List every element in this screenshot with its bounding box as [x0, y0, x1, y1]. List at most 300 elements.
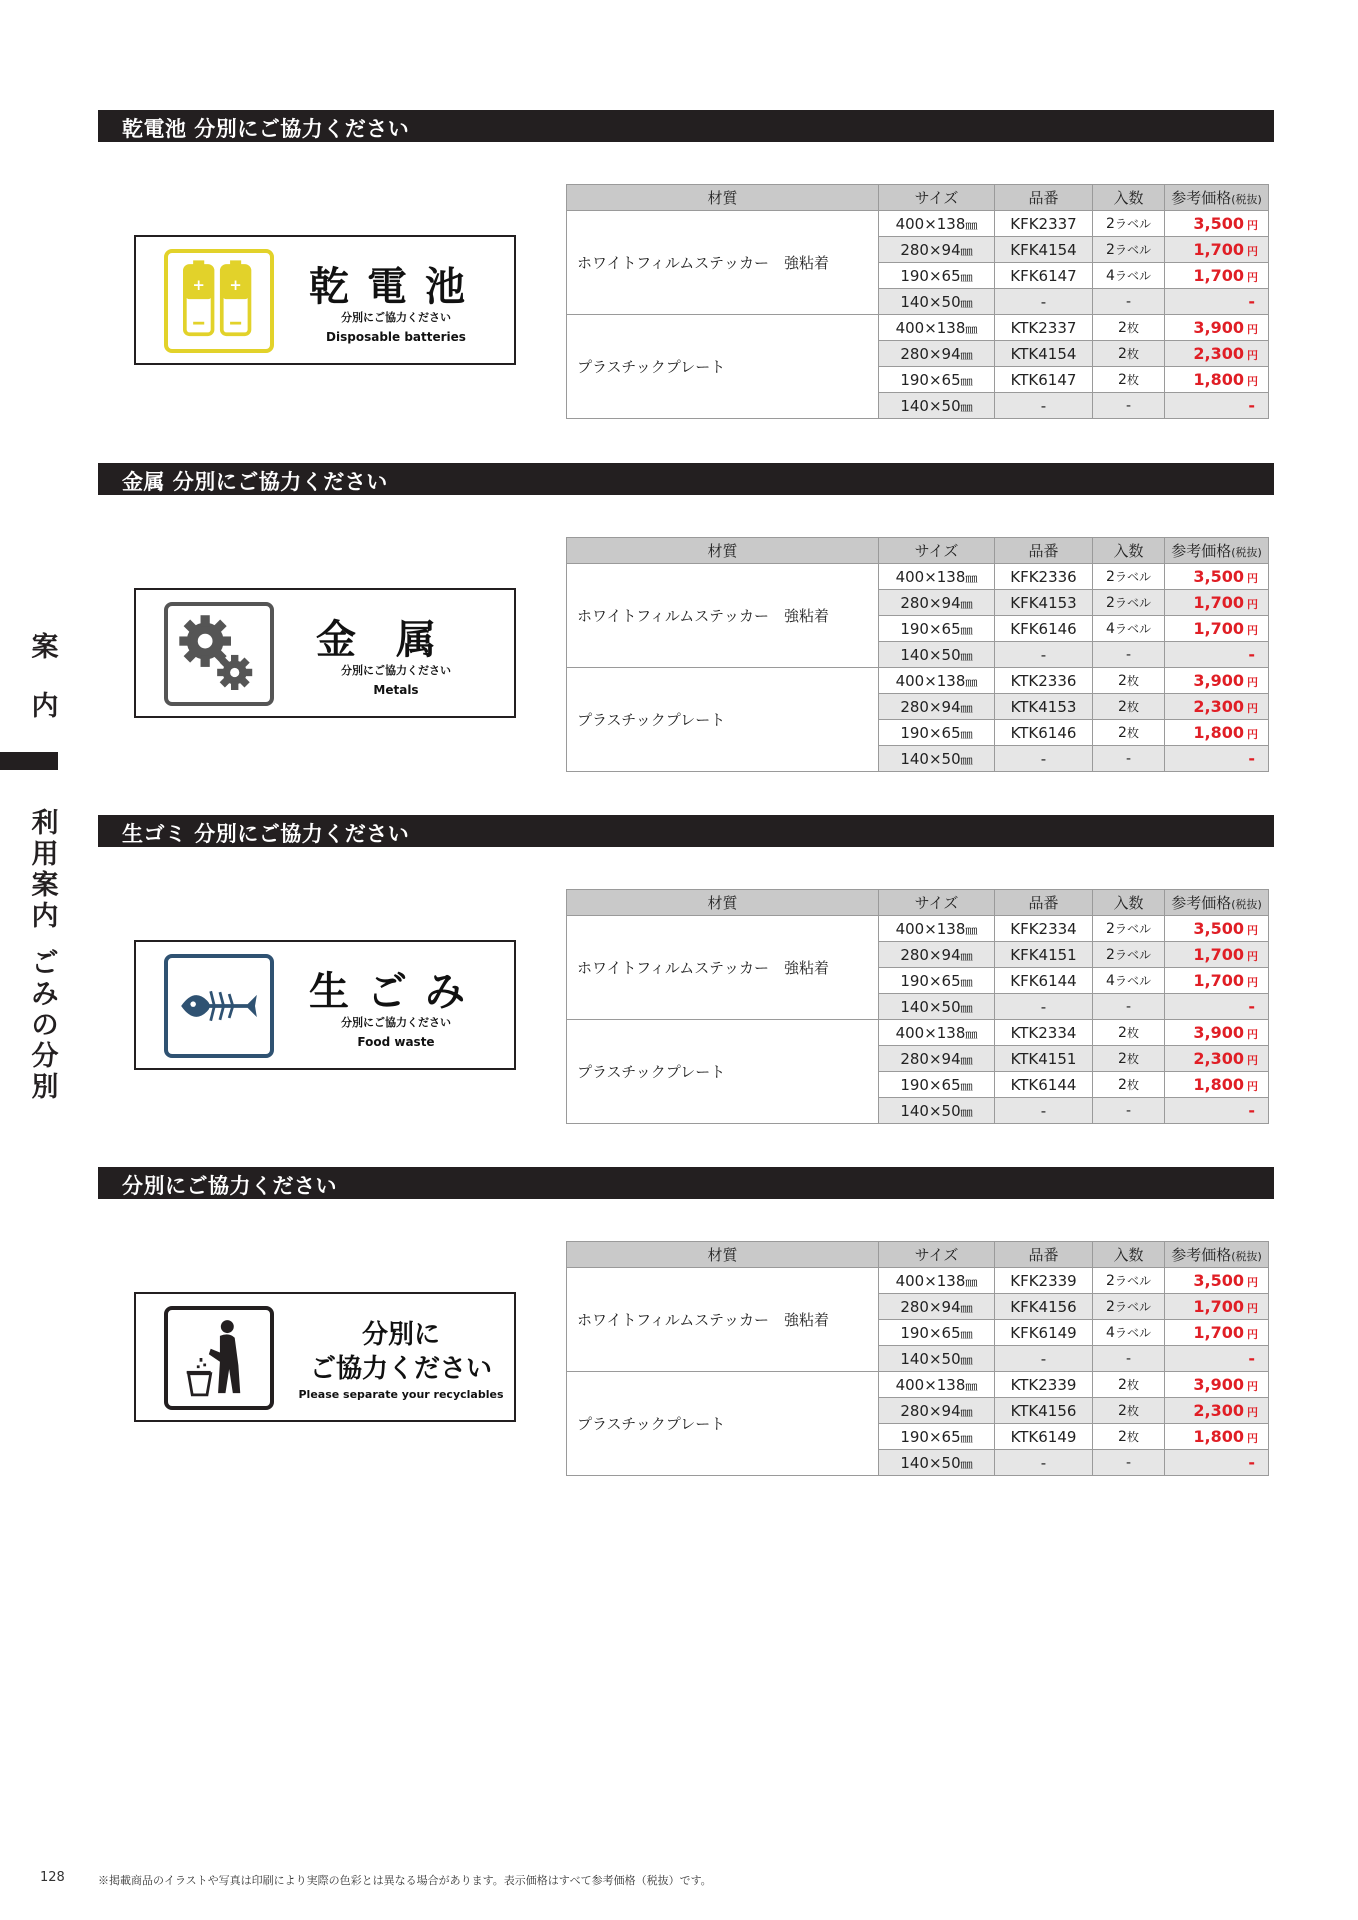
spec-table — [566, 537, 1269, 772]
size-cell — [879, 1372, 995, 1398]
size-unit: ㎜ — [960, 1404, 973, 1419]
side-label-upper: 案 内 — [31, 632, 59, 722]
price-cell — [1165, 746, 1269, 772]
table-row — [567, 315, 1269, 341]
price-value: 1,700 — [1193, 1323, 1244, 1342]
size-unit: ㎜ — [960, 399, 973, 414]
price-cell — [1165, 263, 1269, 289]
product-code: KFK6147 — [1010, 266, 1077, 285]
yen-unit: 円 — [1247, 245, 1258, 258]
qty-value: 2 — [1106, 569, 1115, 585]
size-unit: ㎜ — [960, 1326, 973, 1341]
product-code: KFK4156 — [1010, 1297, 1077, 1316]
product-code: KTK2336 — [1010, 671, 1077, 690]
price-cell — [1165, 289, 1269, 315]
table-header-row — [567, 538, 1269, 564]
price-cell — [1165, 968, 1269, 994]
qty-value: 2 — [1118, 1429, 1127, 1445]
qty-value: 2 — [1118, 1077, 1127, 1093]
header-price: 参考価格(税抜) — [1165, 538, 1269, 564]
yen-unit: 円 — [1247, 1328, 1258, 1341]
product-code: KTK6149 — [1010, 1427, 1077, 1446]
price-value: 1,700 — [1193, 266, 1244, 285]
qty-unit: ラベル — [1114, 1274, 1151, 1288]
size-value: 140×50 — [900, 645, 961, 664]
size-unit: ㎜ — [960, 752, 973, 767]
price-cell — [1165, 590, 1269, 616]
sign-title-line2: ご協力ください — [309, 1354, 492, 1384]
price-cell — [1165, 668, 1269, 694]
code-cell — [995, 393, 1093, 419]
price-value: 3,500 — [1193, 567, 1244, 586]
size-unit: ㎜ — [960, 295, 973, 310]
price-value: 2,300 — [1193, 697, 1244, 716]
header-size: サイズ — [879, 890, 995, 916]
code-cell — [995, 367, 1093, 393]
code-cell — [995, 1424, 1093, 1450]
product-code: KTK2334 — [1010, 1023, 1077, 1042]
code-cell — [995, 668, 1093, 694]
material-cell: プラスチックプレート — [567, 668, 879, 772]
qty-cell — [1093, 289, 1165, 315]
size-unit: ㎜ — [960, 648, 973, 663]
product-code: - — [1040, 1349, 1047, 1368]
yen-unit: 円 — [1247, 271, 1258, 284]
size-value: 190×65 — [900, 619, 961, 638]
price-value: - — [1248, 749, 1255, 768]
qty-unit: 枚 — [1126, 1404, 1139, 1418]
size-cell — [879, 564, 995, 590]
price-cell — [1165, 1072, 1269, 1098]
qty-cell — [1093, 590, 1165, 616]
qty-cell — [1093, 616, 1165, 642]
header-qty: 入数 — [1093, 538, 1165, 564]
sign-title: 金属 — [316, 617, 476, 663]
qty-value: 2 — [1118, 699, 1127, 715]
price-cell — [1165, 393, 1269, 419]
size-value: 280×94 — [900, 1297, 961, 1316]
size-unit: ㎜ — [965, 1274, 978, 1289]
code-cell — [995, 1268, 1093, 1294]
product-code: - — [1040, 645, 1047, 664]
code-cell — [995, 1072, 1093, 1098]
qty-cell — [1093, 720, 1165, 746]
section-header-bar — [98, 463, 1274, 495]
price-cell — [1165, 720, 1269, 746]
code-cell — [995, 694, 1093, 720]
spec-table — [566, 184, 1269, 419]
qty-cell — [1093, 968, 1165, 994]
price-cell — [1165, 1346, 1269, 1372]
yen-unit: 円 — [1247, 976, 1258, 989]
size-unit: ㎜ — [960, 948, 973, 963]
svg-text:+: + — [229, 276, 242, 294]
section-separate-general — [0, 1167, 1358, 1507]
price-cell — [1165, 916, 1269, 942]
code-cell — [995, 1320, 1093, 1346]
product-code: - — [1040, 1101, 1047, 1120]
size-cell — [879, 1398, 995, 1424]
qty-value: 2 — [1106, 947, 1115, 963]
section-title: 分別にご協力ください — [122, 1174, 337, 1198]
price-value: - — [1248, 1101, 1255, 1120]
price-value: - — [1248, 292, 1255, 311]
size-unit: ㎜ — [965, 1378, 978, 1393]
size-cell — [879, 1320, 995, 1346]
qty-value: 2 — [1106, 242, 1115, 258]
qty-value: 2 — [1118, 725, 1127, 741]
material-cell: プラスチックプレート — [567, 1372, 879, 1476]
price-value: - — [1248, 645, 1255, 664]
material-cell: プラスチックプレート — [567, 315, 879, 419]
qty-unit: 枚 — [1126, 1026, 1139, 1040]
size-unit: ㎜ — [960, 974, 973, 989]
price-cell — [1165, 942, 1269, 968]
side-label-lower: 利 用 案 内 ご み の 分 別 — [31, 808, 59, 1103]
qty-value: 2 — [1118, 1377, 1127, 1393]
product-code: KTK6144 — [1010, 1075, 1077, 1094]
product-code: - — [1040, 749, 1047, 768]
sign-preview — [134, 940, 516, 1070]
sign-title: 生ごみ — [309, 969, 483, 1015]
qty-cell — [1093, 393, 1165, 419]
size-cell — [879, 642, 995, 668]
sign-preview — [134, 1292, 516, 1422]
price-value: 2,300 — [1193, 344, 1244, 363]
table-row — [567, 564, 1269, 590]
code-cell — [995, 994, 1093, 1020]
section-header-bar — [98, 110, 1274, 142]
qty-value: 2 — [1118, 1025, 1127, 1041]
qty-unit: 枚 — [1126, 1078, 1139, 1092]
code-cell — [995, 1046, 1093, 1072]
qty-value: - — [1125, 1350, 1132, 1367]
table-row — [567, 668, 1269, 694]
sign-subtitle: 分別にご協力ください — [341, 664, 451, 677]
header-size: サイズ — [879, 185, 995, 211]
product-code: - — [1040, 396, 1047, 415]
price-cell — [1165, 237, 1269, 263]
size-cell — [879, 1046, 995, 1072]
qty-unit: ラベル — [1114, 622, 1151, 636]
qty-value: 4 — [1106, 621, 1115, 637]
product-code: KTK6147 — [1010, 370, 1077, 389]
qty-value: 2 — [1106, 1299, 1115, 1315]
qty-cell — [1093, 916, 1165, 942]
code-cell — [995, 1294, 1093, 1320]
qty-value: 2 — [1118, 320, 1127, 336]
price-cell — [1165, 1294, 1269, 1320]
size-value: 280×94 — [900, 593, 961, 612]
qty-cell — [1093, 211, 1165, 237]
size-value: 400×138 — [895, 1375, 966, 1394]
qty-cell — [1093, 1450, 1165, 1476]
qty-unit: 枚 — [1126, 321, 1139, 335]
section-metals — [0, 463, 1358, 803]
code-cell — [995, 341, 1093, 367]
spec-table — [566, 1241, 1269, 1476]
price-cell — [1165, 1424, 1269, 1450]
size-unit: ㎜ — [960, 373, 973, 388]
price-value: - — [1248, 1453, 1255, 1472]
code-cell — [995, 968, 1093, 994]
size-value: 140×50 — [900, 1349, 961, 1368]
qty-value: 2 — [1106, 1273, 1115, 1289]
qty-cell — [1093, 367, 1165, 393]
size-unit: ㎜ — [960, 243, 973, 258]
qty-value: 4 — [1106, 973, 1115, 989]
qty-unit: ラベル — [1114, 596, 1151, 610]
price-value: 3,500 — [1193, 919, 1244, 938]
size-unit: ㎜ — [960, 700, 973, 715]
yen-unit: 円 — [1247, 1028, 1258, 1041]
product-code: - — [1040, 997, 1047, 1016]
qty-cell — [1093, 694, 1165, 720]
section-food-waste — [0, 815, 1358, 1155]
qty-unit: 枚 — [1126, 674, 1139, 688]
price-cell — [1165, 642, 1269, 668]
section-title: 乾電池 分別にご協力ください — [122, 117, 410, 141]
size-unit: ㎜ — [965, 570, 978, 585]
qty-unit: ラベル — [1114, 1326, 1151, 1340]
product-code: KTK6146 — [1010, 723, 1077, 742]
size-unit: ㎜ — [965, 321, 978, 336]
product-code: KTK4151 — [1010, 1049, 1077, 1068]
price-value: - — [1248, 997, 1255, 1016]
price-cell — [1165, 1098, 1269, 1124]
footnote: ※掲載商品のイラストや写真は印刷により実際の色彩とは異なる場合があります。表示価格はすべて参考価格（税抜）です。 — [98, 1874, 712, 1887]
yen-unit: 円 — [1247, 1080, 1258, 1093]
product-code: KFK4153 — [1010, 593, 1077, 612]
table-row — [567, 211, 1269, 237]
size-cell — [879, 1072, 995, 1098]
size-unit: ㎜ — [960, 269, 973, 284]
qty-unit: 枚 — [1126, 1378, 1139, 1392]
price-cell — [1165, 694, 1269, 720]
price-cell — [1165, 994, 1269, 1020]
size-value: 280×94 — [900, 344, 961, 363]
price-cell — [1165, 1398, 1269, 1424]
code-cell — [995, 1346, 1093, 1372]
sign-subtitle: 分別にご協力ください — [341, 311, 451, 324]
qty-unit: 枚 — [1126, 347, 1139, 361]
table-row — [567, 916, 1269, 942]
sign-english: Disposable batteries — [326, 330, 466, 344]
price-cell — [1165, 616, 1269, 642]
product-code: KFK2334 — [1010, 919, 1077, 938]
yen-unit: 円 — [1247, 219, 1258, 232]
size-value: 400×138 — [895, 318, 966, 337]
header-code: 品番 — [995, 185, 1093, 211]
price-value: 2,300 — [1193, 1401, 1244, 1420]
qty-cell — [1093, 668, 1165, 694]
qty-value: 2 — [1106, 595, 1115, 611]
code-cell — [995, 564, 1093, 590]
size-value: 140×50 — [900, 749, 961, 768]
header-price: 参考価格(税抜) — [1165, 890, 1269, 916]
qty-value: 4 — [1106, 268, 1115, 284]
qty-unit: ラベル — [1114, 269, 1151, 283]
qty-value: - — [1125, 646, 1132, 663]
size-unit: ㎜ — [965, 922, 978, 937]
section-title: 生ゴミ 分別にご協力ください — [122, 822, 410, 846]
size-cell — [879, 746, 995, 772]
qty-cell — [1093, 1046, 1165, 1072]
price-value: - — [1248, 1349, 1255, 1368]
size-cell — [879, 1020, 995, 1046]
price-cell — [1165, 564, 1269, 590]
yen-unit: 円 — [1247, 1054, 1258, 1067]
qty-unit: ラベル — [1114, 1300, 1151, 1314]
qty-cell — [1093, 341, 1165, 367]
qty-value: 2 — [1118, 673, 1127, 689]
gears-icon — [164, 602, 274, 706]
table-header-row — [567, 890, 1269, 916]
price-value: 3,500 — [1193, 214, 1244, 233]
yen-unit: 円 — [1247, 1380, 1258, 1393]
table-row — [567, 1372, 1269, 1398]
qty-cell — [1093, 237, 1165, 263]
size-cell — [879, 1450, 995, 1476]
price-value: 3,900 — [1193, 1023, 1244, 1042]
header-price: 参考価格(税抜) — [1165, 1242, 1269, 1268]
qty-value: 4 — [1106, 1325, 1115, 1341]
size-value: 190×65 — [900, 1323, 961, 1342]
price-cell — [1165, 1020, 1269, 1046]
size-cell — [879, 289, 995, 315]
size-value: 140×50 — [900, 396, 961, 415]
sign-english: Please separate your recyclables — [298, 1388, 504, 1401]
fish-bone-icon — [164, 954, 274, 1058]
size-unit: ㎜ — [965, 217, 978, 232]
size-value: 190×65 — [900, 370, 961, 389]
header-size: サイズ — [879, 1242, 995, 1268]
price-value: 2,300 — [1193, 1049, 1244, 1068]
qty-unit: 枚 — [1126, 1430, 1139, 1444]
qty-cell — [1093, 1424, 1165, 1450]
qty-cell — [1093, 1294, 1165, 1320]
product-code: KFK4154 — [1010, 240, 1077, 259]
product-code: KFK6144 — [1010, 971, 1077, 990]
price-value: 1,800 — [1193, 370, 1244, 389]
qty-unit: ラベル — [1114, 570, 1151, 584]
size-value: 280×94 — [900, 240, 961, 259]
size-value: 190×65 — [900, 723, 961, 742]
size-unit: ㎜ — [960, 1352, 973, 1367]
size-unit: ㎜ — [960, 1000, 973, 1015]
qty-value: - — [1125, 1454, 1132, 1471]
size-value: 190×65 — [900, 1075, 961, 1094]
code-cell — [995, 590, 1093, 616]
size-value: 190×65 — [900, 266, 961, 285]
code-cell — [995, 263, 1093, 289]
header-material: 材質 — [567, 185, 879, 211]
product-code: KFK6146 — [1010, 619, 1077, 638]
sign-title: 乾電池 — [309, 264, 483, 310]
qty-cell — [1093, 642, 1165, 668]
yen-unit: 円 — [1247, 598, 1258, 611]
size-unit: ㎜ — [960, 1052, 973, 1067]
page-number: 128 — [40, 1870, 65, 1885]
code-cell — [995, 642, 1093, 668]
yen-unit: 円 — [1247, 1432, 1258, 1445]
qty-unit: ラベル — [1114, 922, 1151, 936]
qty-cell — [1093, 1346, 1165, 1372]
price-value: 3,500 — [1193, 1271, 1244, 1290]
price-value: 1,800 — [1193, 1075, 1244, 1094]
yen-unit: 円 — [1247, 624, 1258, 637]
qty-value: 2 — [1118, 372, 1127, 388]
size-value: 400×138 — [895, 214, 966, 233]
qty-value: 2 — [1118, 1051, 1127, 1067]
size-cell — [879, 263, 995, 289]
qty-value: - — [1125, 293, 1132, 310]
size-cell — [879, 211, 995, 237]
material-cell: プラスチックプレート — [567, 1020, 879, 1124]
product-code: KTK2337 — [1010, 318, 1077, 337]
table-row — [567, 1020, 1269, 1046]
size-value: 280×94 — [900, 1401, 961, 1420]
qty-unit: ラベル — [1114, 948, 1151, 962]
price-value: 1,700 — [1193, 619, 1244, 638]
price-value: 3,900 — [1193, 1375, 1244, 1394]
price-value: 1,700 — [1193, 1297, 1244, 1316]
code-cell — [995, 720, 1093, 746]
size-cell — [879, 341, 995, 367]
yen-unit: 円 — [1247, 1406, 1258, 1419]
price-cell — [1165, 367, 1269, 393]
code-cell — [995, 237, 1093, 263]
material-cell: ホワイトフィルムステッカー 強粘着 — [567, 564, 879, 668]
code-cell — [995, 289, 1093, 315]
product-code: KFK2339 — [1010, 1271, 1077, 1290]
size-cell — [879, 616, 995, 642]
price-value: 1,800 — [1193, 1427, 1244, 1446]
price-value: - — [1248, 396, 1255, 415]
price-value: 1,700 — [1193, 240, 1244, 259]
code-cell — [995, 616, 1093, 642]
qty-cell — [1093, 1372, 1165, 1398]
battery-icon — [164, 249, 274, 353]
header-qty: 入数 — [1093, 1242, 1165, 1268]
yen-unit: 円 — [1247, 572, 1258, 585]
yen-unit: 円 — [1247, 1276, 1258, 1289]
material-cell: ホワイトフィルムステッカー 強粘着 — [567, 211, 879, 315]
qty-unit: 枚 — [1126, 1052, 1139, 1066]
qty-cell — [1093, 1098, 1165, 1124]
code-cell — [995, 942, 1093, 968]
size-cell — [879, 668, 995, 694]
table-header-row — [567, 185, 1269, 211]
size-value: 190×65 — [900, 1427, 961, 1446]
price-value: 1,700 — [1193, 593, 1244, 612]
spec-table — [566, 889, 1269, 1124]
section-batteries — [0, 110, 1358, 450]
code-cell — [995, 315, 1093, 341]
size-value: 190×65 — [900, 971, 961, 990]
size-cell — [879, 694, 995, 720]
qty-cell — [1093, 994, 1165, 1020]
price-cell — [1165, 1268, 1269, 1294]
qty-unit: ラベル — [1114, 243, 1151, 257]
qty-unit: 枚 — [1126, 700, 1139, 714]
sign-preview — [134, 588, 516, 718]
product-code: KFK2336 — [1010, 567, 1077, 586]
size-unit: ㎜ — [960, 1456, 973, 1471]
size-value: 400×138 — [895, 1271, 966, 1290]
size-unit: ㎜ — [960, 1104, 973, 1119]
yen-unit: 円 — [1247, 702, 1258, 715]
